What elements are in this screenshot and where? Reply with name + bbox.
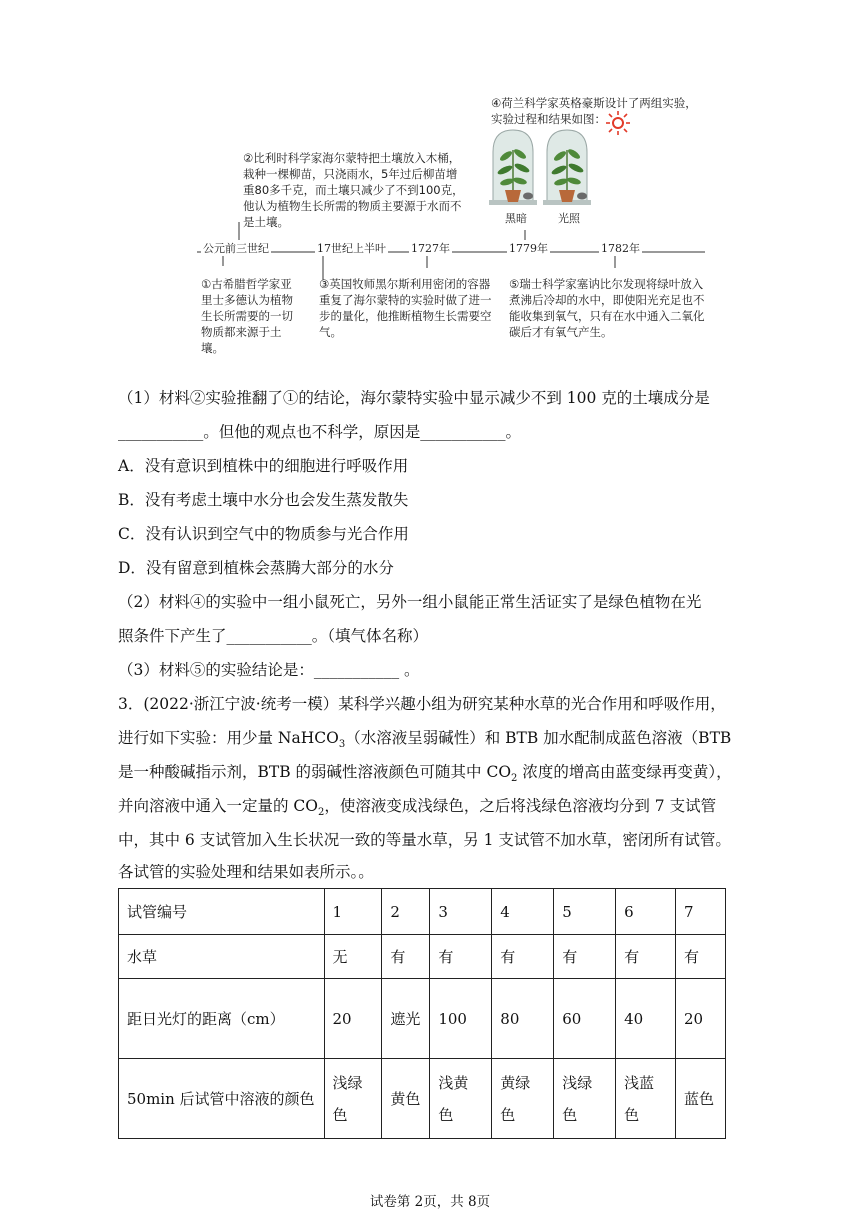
q2-line2: 照条件下产生了___________。（填气体名称） <box>118 627 429 645</box>
table-cell: 有 <box>430 935 492 979</box>
table-cell: 浅黄色 <box>430 1059 492 1139</box>
q1-option-d: D．没有留意到植株会蒸腾大部分的水分 <box>118 559 394 577</box>
q1-line1: （1）材料②实验推翻了①的结论，海尔蒙特实验中显示减少不到 100 克的土壤成分是 <box>118 389 710 407</box>
q2-line1: （2）材料④的实验中一组小鼠死亡，另外一组小鼠能正常生活证实了是绿色植物在光 <box>118 593 702 611</box>
problem3-line3-sub: 2 <box>511 773 518 785</box>
table-cell: 有 <box>616 935 676 979</box>
q1-option-c: C．没有认识到空气中的物质参与光合作用 <box>118 525 409 543</box>
problem3-line2-sub: 3 <box>338 739 346 751</box>
table-cell: 试管编号 <box>119 889 325 935</box>
problem3-line1: 3．(2022·浙江宁波·统考一模）某科学兴趣小组为研究某种水草的光合作用和呼吸作用， <box>118 695 726 713</box>
table-cell: 1 <box>324 889 382 935</box>
problem3-line3-b: 浓度的增高由蓝变绿再变黄）， <box>517 763 732 781</box>
table-cell: 80 <box>492 979 554 1059</box>
q1-line2: ___________。但他的观点也不科学，原因是___________。 <box>118 423 522 441</box>
table-row <box>119 979 726 1059</box>
problem3-line6: 各试管的实验处理和结果如表所示。。 <box>118 863 374 881</box>
material-3-text: ③英国牧师黑尔斯利用密闭的容器重复了海尔蒙特的实验时做了进一步的量化，他推断植物生长需要空气。 <box>319 277 492 339</box>
table-cell: 蓝色 <box>676 1059 726 1139</box>
table-cell: 有 <box>676 935 726 979</box>
dark-label: 黑暗 <box>505 212 527 225</box>
table-row <box>119 1059 726 1139</box>
table-cell: 2 <box>382 889 430 935</box>
problem3-line2-b: （水溶液呈弱碱性）和 BTB 加水配制成蓝色溶液（BTB <box>345 729 732 747</box>
table-cell: 20 <box>676 979 726 1059</box>
table-cell: 有 <box>492 935 554 979</box>
problem3-line2-a: 进行如下实验：用少量 NaHCO <box>118 729 339 747</box>
q3-line: （3）材料⑤的实验结论是：___________ 。 <box>118 661 420 679</box>
problem3-line4-a: 并向溶液中通入一定量的 CO <box>118 797 318 815</box>
light-label: 光照 <box>558 212 580 225</box>
timeline-date-5: 1782年 <box>601 242 640 255</box>
table-cell: 100 <box>430 979 492 1059</box>
problem3-line4 <box>118 796 716 823</box>
table-cell: 有 <box>554 935 616 979</box>
table-cell: 无 <box>324 935 382 979</box>
table-cell: 遮光 <box>382 979 430 1059</box>
table-cell: 浅绿色 <box>324 1059 382 1139</box>
timeline-date-2: 17世纪上半叶 <box>317 242 386 255</box>
table-cell: 黄绿色 <box>492 1059 554 1139</box>
material-2-text: ②比利时科学家海尔蒙特把土壤放入木桶，栽种一棵柳苗，只浇雨水，5年过后柳苗增重80多千克，而土壤只减少了不到100克，他认为植物生长所需的物质主要源于水而不是土壤。 <box>243 151 464 229</box>
problem3-line3-a: 是一种酸碱指示剂，BTB 的弱碱性溶液颜色可随其中 CO <box>118 763 512 781</box>
table-cell: 3 <box>430 889 492 935</box>
table-cell: 20 <box>324 979 382 1059</box>
problem3-line5: 中，其中 6 支试管加入生长状况一致的等量水草，另 1 支试管不加水草，密闭所有试管。 <box>118 831 731 849</box>
table-cell: 7 <box>676 889 726 935</box>
experiment-table <box>118 888 726 1139</box>
problem3-line3 <box>118 762 732 789</box>
table-cell: 黄色 <box>382 1059 430 1139</box>
table-cell: 有 <box>382 935 430 979</box>
table-cell: 5 <box>554 889 616 935</box>
material-1-text: ①古希腊哲学家亚里士多德认为植物生长所需要的一切物质都来源于土壤。 <box>201 277 293 355</box>
q1-option-b: B．没有考虑土壤中水分也会发生蒸发散失 <box>118 491 409 509</box>
bell-jar-dark-icon <box>489 130 537 205</box>
table-cell: 4 <box>492 889 554 935</box>
table-cell: 水草 <box>119 935 325 979</box>
timeline-date-1: 公元前三世纪 <box>203 242 269 255</box>
table-cell: 距日光灯的距离（cm） <box>119 979 325 1059</box>
material-5-text: ⑤瑞士科学家塞讷比尔发现将绿叶放入煮沸后冷却的水中，即使阳光充足也不能收集到氧气，只有在水中通入二氧化碳后才有氧气产生。 <box>509 277 705 339</box>
table-cell: 40 <box>616 979 676 1059</box>
table-row <box>119 935 726 979</box>
table-cell: 6 <box>616 889 676 935</box>
table-cell: 浅蓝色 <box>616 1059 676 1139</box>
timeline-date-3: 1727年 <box>411 242 450 255</box>
table-row <box>119 889 726 935</box>
table-cell: 50min 后试管中溶液的颜色 <box>119 1059 325 1139</box>
material-4-text: ④荷兰科学家英格豪斯设计了两组实验，实验过程和结果如图： <box>491 96 697 126</box>
q1-option-a: A．没有意识到植株中的细胞进行呼吸作用 <box>118 457 409 475</box>
page-footer: 试卷第 2页，共 8页 <box>369 1194 491 1210</box>
problem3-line2 <box>118 728 731 755</box>
problem3-line4-sub: 2 <box>318 807 325 819</box>
problem3-line4-b: ，使溶液变成浅绿色，之后将浅绿色溶液均分到 7 支试管 <box>324 797 717 815</box>
bell-jar-light-icon <box>543 130 591 205</box>
timeline-figure <box>195 90 715 355</box>
table-cell: 60 <box>554 979 616 1059</box>
table-cell: 浅绿色 <box>554 1059 616 1139</box>
timeline-date-4: 1779年 <box>509 242 548 255</box>
